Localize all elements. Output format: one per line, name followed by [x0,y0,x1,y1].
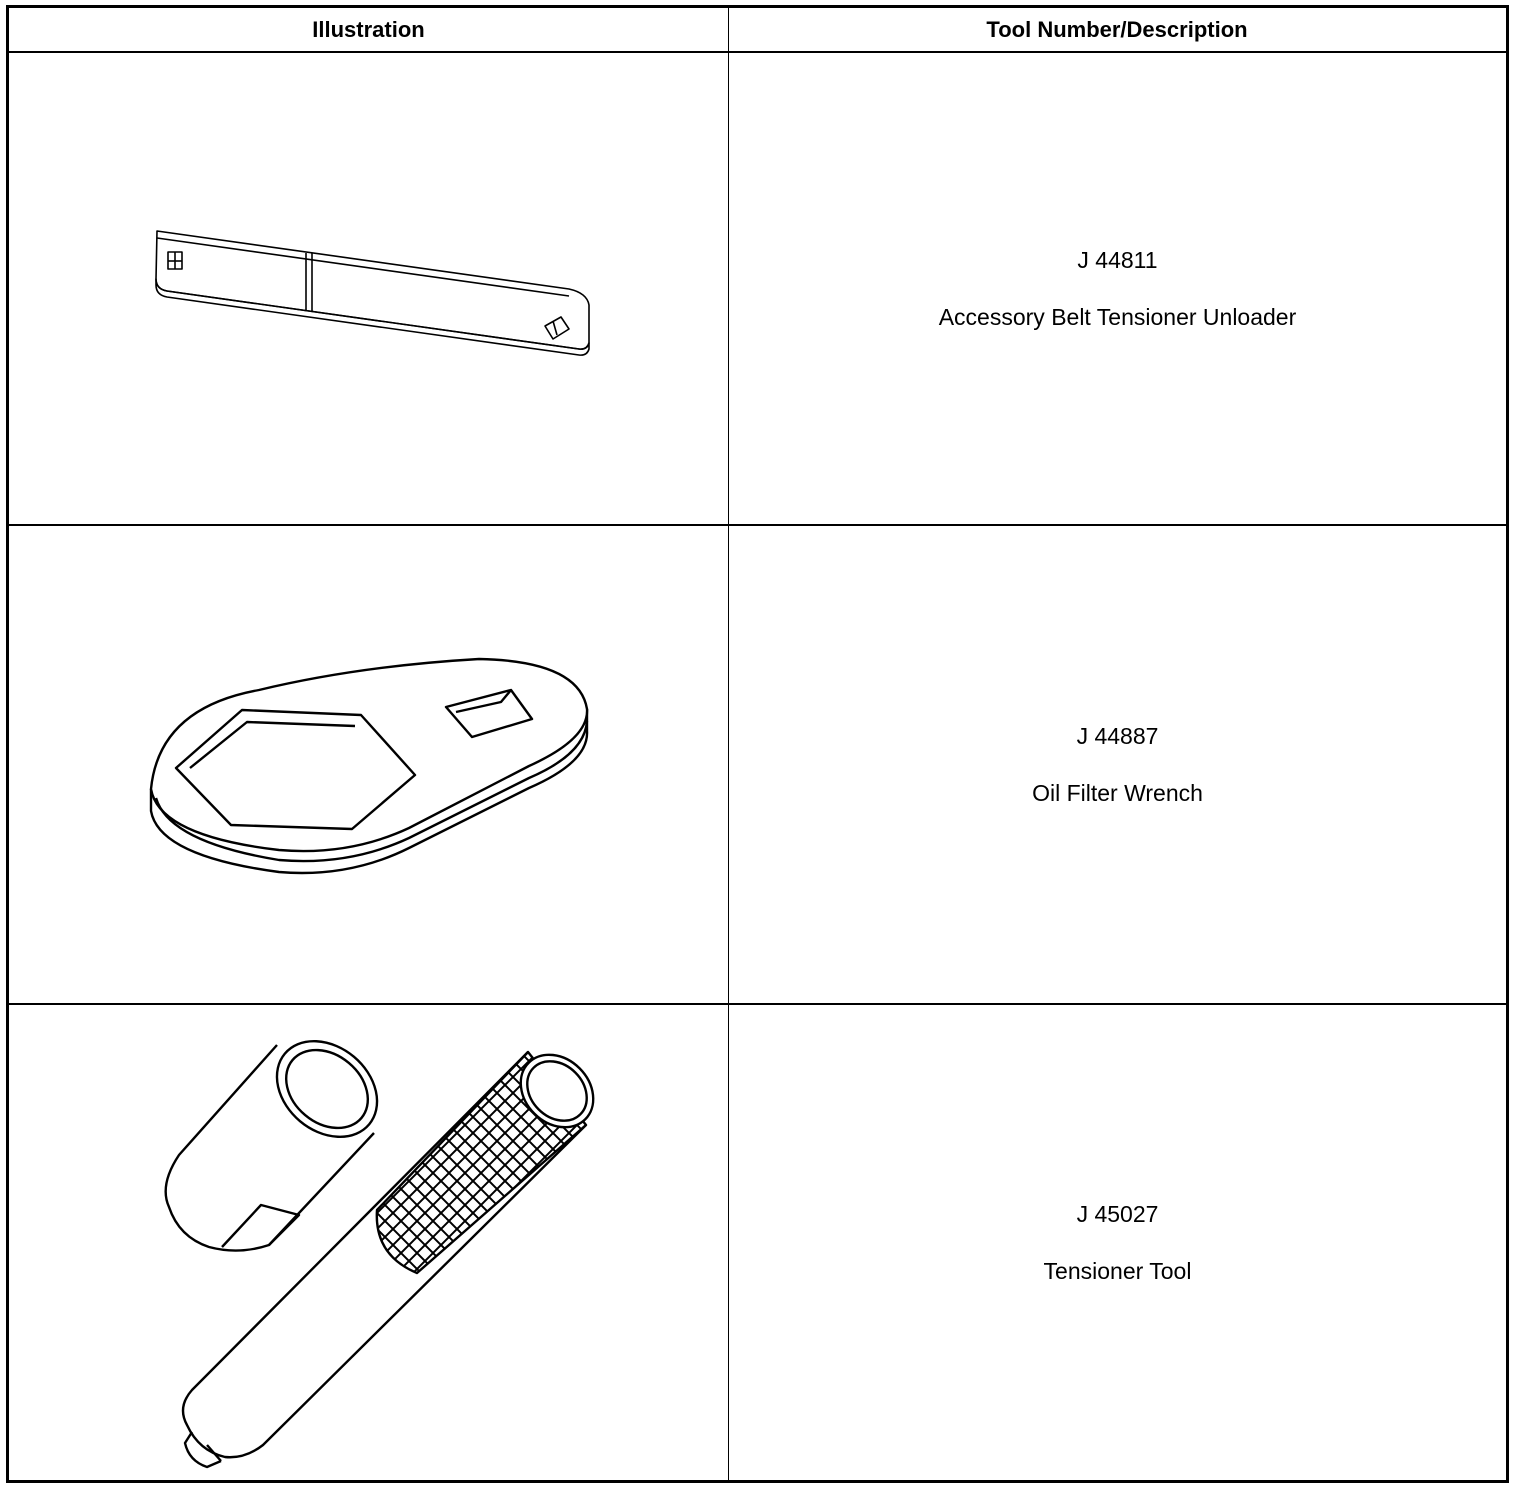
tensioner-tool-icon [9,1005,728,1480]
tool-number: J 45027 [1076,1200,1159,1227]
table-row-2-illustration [9,526,728,1003]
oil-filter-wrench-icon [9,526,728,1003]
header-tool-description: Tool Number/Description [986,16,1248,42]
tool-description: Oil Filter Wrench [1032,779,1203,806]
table-row-2-description [729,526,1506,1003]
tool-description: Accessory Belt Tensioner Unloader [938,303,1297,330]
table-row-3-illustration [9,1005,728,1480]
tool-description: Tensioner Tool [1043,1257,1192,1284]
table-row-1-illustration [9,53,728,524]
header-illustration: Illustration [312,16,425,42]
table-row-1-description [729,53,1506,524]
tool-number: J 44887 [1076,722,1159,749]
table-row-3-description [729,1005,1506,1480]
belt-tensioner-unloader-icon [9,53,728,524]
tool-table [6,5,1509,1483]
tool-number: J 44811 [1077,246,1158,273]
